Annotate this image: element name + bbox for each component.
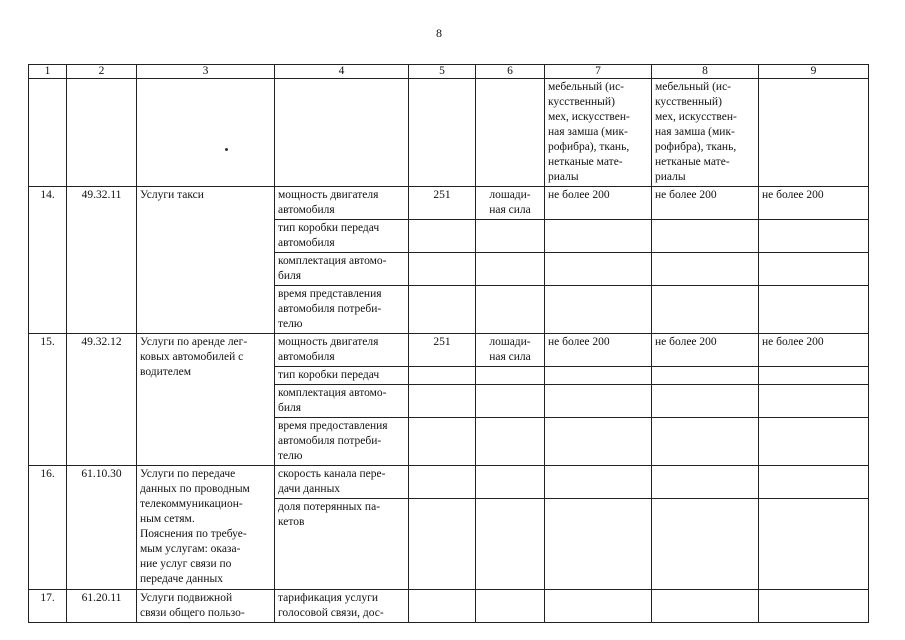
unit-name — [476, 466, 545, 499]
okei-code — [409, 590, 476, 623]
value-col7 — [545, 418, 652, 466]
characteristic-name: мощность двигателя автомобиля — [275, 187, 409, 220]
table-cell — [29, 79, 67, 187]
value-col9 — [759, 466, 869, 499]
value-col8 — [652, 590, 759, 623]
value-col8: не более 200 — [652, 334, 759, 367]
service-name: Услуги подвижной связи общего пользо- — [137, 590, 275, 623]
value-col9 — [759, 499, 869, 590]
service-name: Услуги такси — [137, 187, 275, 334]
okpd-code: 49.32.11 — [67, 187, 137, 334]
value-col8 — [652, 385, 759, 418]
okei-code: 251 — [409, 187, 476, 220]
value-col9 — [759, 590, 869, 623]
value-col7 — [545, 466, 652, 499]
value-col8 — [652, 367, 759, 385]
characteristic-name: доля потерянных па- кетов — [275, 499, 409, 590]
value-col7 — [545, 286, 652, 334]
value-col9 — [759, 367, 869, 385]
okei-code: 251 — [409, 334, 476, 367]
value-col8 — [652, 253, 759, 286]
value-col7 — [545, 499, 652, 590]
value-col9: не более 200 — [759, 334, 869, 367]
value-col9: не более 200 — [759, 187, 869, 220]
value-col7 — [545, 220, 652, 253]
characteristic-name: время представления автомобиля потреби- телю — [275, 286, 409, 334]
characteristic-name: тарификация услуги голосовой связи, дос- — [275, 590, 409, 623]
unit-name: лошади- ная сила — [476, 334, 545, 367]
table-row — [29, 590, 869, 623]
value-col8 — [652, 499, 759, 590]
unit-name — [476, 385, 545, 418]
okei-code — [409, 466, 476, 499]
unit-name — [476, 253, 545, 286]
unit-name — [476, 286, 545, 334]
unit-name — [476, 418, 545, 466]
okpd-code: 61.20.11 — [67, 590, 137, 623]
value-col9 — [759, 253, 869, 286]
unit-name — [476, 590, 545, 623]
table-cell — [275, 79, 409, 187]
row-number: 17. — [29, 590, 67, 623]
value-col7: не более 200 — [545, 187, 652, 220]
table-row — [29, 466, 869, 499]
header-cell: 8 — [652, 65, 759, 79]
value-col7 — [545, 385, 652, 418]
table-cell — [409, 79, 476, 187]
header-row — [29, 65, 869, 79]
header-cell: 4 — [275, 65, 409, 79]
value-col9 — [759, 418, 869, 466]
header-cell: 3 — [137, 65, 275, 79]
okpd-code: 61.10.30 — [67, 466, 137, 590]
characteristic-name: тип коробки передач автомобиля — [275, 220, 409, 253]
value-col9 — [759, 286, 869, 334]
unit-name — [476, 220, 545, 253]
value-col9 — [759, 220, 869, 253]
service-name: Услуги по аренде лег- ковых автомобилей с водителем — [137, 334, 275, 466]
table-cell — [137, 79, 275, 187]
requirements-table — [28, 64, 869, 623]
okei-code — [409, 499, 476, 590]
value-col7: не более 200 — [545, 334, 652, 367]
continuation-row — [29, 79, 869, 187]
value-col7 — [545, 253, 652, 286]
table-cell — [759, 79, 869, 187]
header-cell: 5 — [409, 65, 476, 79]
characteristic-name: комплектация автомо- биля — [275, 253, 409, 286]
value-col8 — [652, 466, 759, 499]
header-cell: 1 — [29, 65, 67, 79]
header-cell: 6 — [476, 65, 545, 79]
material-cell: мебельный (ис- кусственный) мех, искусствен- ная замша (мик- рофибра), ткань, нетканые мате- риалы — [545, 79, 652, 187]
header-cell: 2 — [67, 65, 137, 79]
characteristic-name: мощность двигателя автомобиля — [275, 334, 409, 367]
value-col8 — [652, 220, 759, 253]
value-col8 — [652, 418, 759, 466]
characteristic-name: тип коробки передач — [275, 367, 409, 385]
service-name: Услуги по передаче данных по проводным телекоммуникацион- ным сетям. Пояснения по требуе- мым услугам: оказа- ние услуг связи по передаче данных — [137, 466, 275, 590]
value-col7 — [545, 367, 652, 385]
unit-name: лошади- ная сила — [476, 187, 545, 220]
table-row — [29, 334, 869, 367]
okei-code — [409, 253, 476, 286]
value-col9 — [759, 385, 869, 418]
value-col7 — [545, 590, 652, 623]
table-cell — [67, 79, 137, 187]
value-col8 — [652, 286, 759, 334]
material-cell: мебельный (ис- кусственный) мех, искусствен- ная замша (мик- рофибра), ткань, нетканые мате- риалы — [652, 79, 759, 187]
unit-name — [476, 367, 545, 385]
row-number: 14. — [29, 187, 67, 334]
value-col8: не более 200 — [652, 187, 759, 220]
characteristic-name: комплектация автомо- биля — [275, 385, 409, 418]
okei-code — [409, 418, 476, 466]
characteristic-name: время предоставления автомобиля потреби- телю — [275, 418, 409, 466]
table-row — [29, 187, 869, 220]
header-cell: 7 — [545, 65, 652, 79]
page-number: 8 — [436, 26, 442, 40]
row-number: 16. — [29, 466, 67, 590]
okei-code — [409, 220, 476, 253]
okei-code — [409, 367, 476, 385]
unit-name — [476, 499, 545, 590]
okpd-code: 49.32.12 — [67, 334, 137, 466]
okei-code — [409, 286, 476, 334]
table-cell — [476, 79, 545, 187]
okei-code — [409, 385, 476, 418]
header-cell: 9 — [759, 65, 869, 79]
characteristic-name: скорость канала пере- дачи данных — [275, 466, 409, 499]
row-number: 15. — [29, 334, 67, 466]
